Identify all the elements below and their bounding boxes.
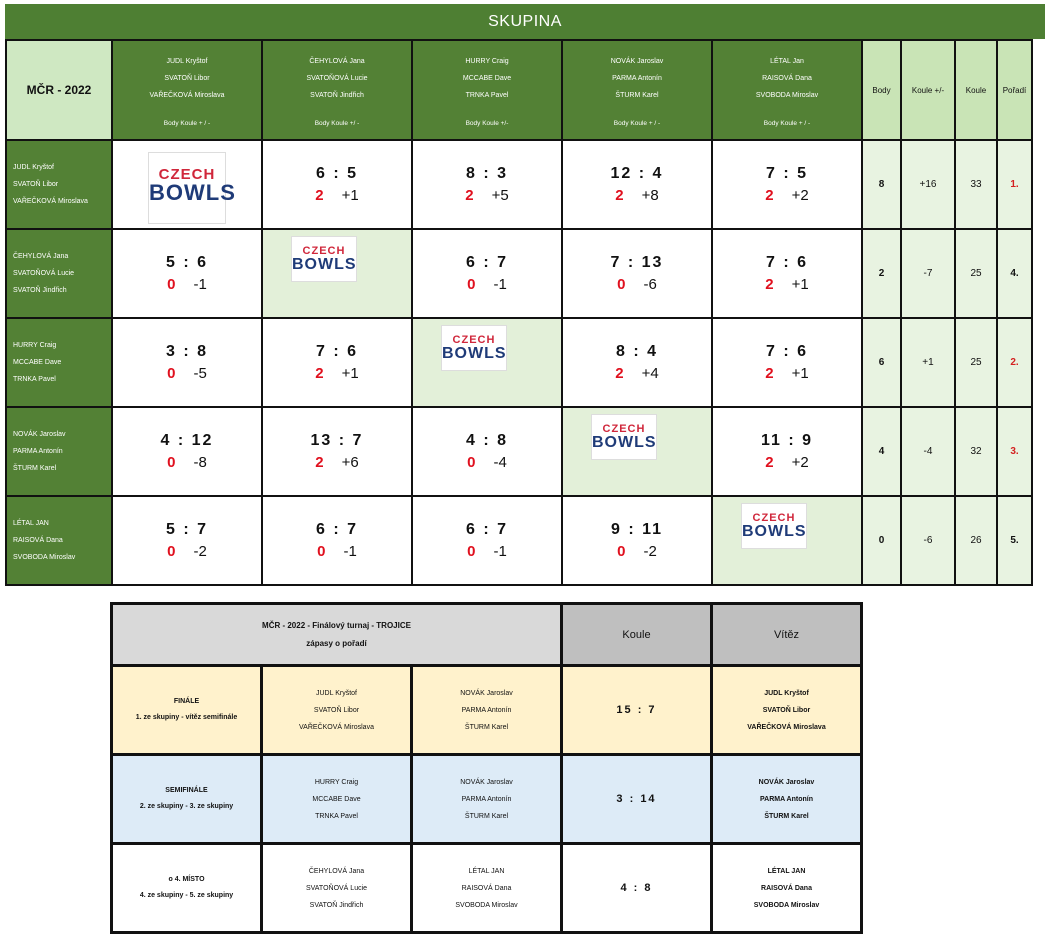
czech-bowls-logo: CZECH BOWLS — [441, 325, 507, 371]
match-cell — [562, 318, 712, 407]
match-score: 8 : 3 — [465, 165, 508, 182]
finals-row — [112, 844, 862, 933]
match-diff: -4 — [493, 454, 507, 471]
finals-team_b: NOVÁK Jaroslav PARMA Antonín ŠTURM Karel — [412, 755, 562, 844]
match-cell — [262, 318, 412, 407]
col-header-team: NOVÁK Jaroslav PARMA Antonín ŠTURM Karel Body Koule + / - — [562, 40, 712, 140]
match-score: 7 : 6 — [765, 343, 808, 360]
stat-body: 6 — [862, 318, 901, 407]
match-diff: +1 — [791, 276, 809, 293]
row-team-names: JUDL Kryštof SVATOŇ Libor VAŘEČKOVÁ Miroslava — [6, 140, 112, 229]
finals-label: FINÁLE 1. ze skupiny - vítěz semifinále — [112, 666, 262, 755]
match-diff: -2 — [193, 543, 207, 560]
match-diff: -5 — [193, 365, 207, 382]
stat-koule: 32 — [955, 407, 997, 496]
finals-score: 3 : 14 — [562, 755, 712, 844]
match-points: 0 — [167, 365, 176, 382]
match-points: 2 — [615, 365, 624, 382]
czech-bowls-logo: CZECH BOWLS — [741, 503, 807, 549]
match-score: 6 : 5 — [315, 165, 358, 182]
finals-team_b: NOVÁK Jaroslav PARMA Antonín ŠTURM Karel — [412, 666, 562, 755]
stat-body: 0 — [862, 496, 901, 585]
row-team-names: ČEHYLOVÁ Jana SVATOŇOVÁ Lucie SVATOŇ Jindřich — [6, 229, 112, 318]
match-diff: +5 — [491, 187, 509, 204]
match-cell — [412, 496, 562, 585]
match-points: 0 — [617, 276, 626, 293]
stat-koule: 33 — [955, 140, 997, 229]
finals-title: MČR - 2022 - Finálový turnaj - TROJICE zápasy o pořadí — [112, 604, 562, 666]
match-score: 7 : 5 — [765, 165, 808, 182]
match-diff: +1 — [341, 365, 359, 382]
match-points: 2 — [765, 454, 774, 471]
finals-label: o 4. MÍSTO 4. ze skupiny - 5. ze skupiny — [112, 844, 262, 933]
match-points: 0 — [467, 276, 476, 293]
match-cell — [262, 407, 412, 496]
match-cell — [112, 407, 262, 496]
stat-body: 8 — [862, 140, 901, 229]
stat-koule-diff: -7 — [901, 229, 955, 318]
match-cell — [412, 407, 562, 496]
match-points: 0 — [167, 276, 176, 293]
col-header-team: HURRY Craig MCCABE Dave TRNKA Pavel Body Koule +/- — [412, 40, 562, 140]
row-team-names: NOVÁK Jaroslav PARMA Antonín ŠTURM Karel — [6, 407, 112, 496]
match-points: 0 — [467, 454, 476, 471]
match-points: 2 — [615, 187, 624, 204]
match-diff: +1 — [341, 187, 359, 204]
match-score: 8 : 4 — [615, 343, 658, 360]
stat-poradi: 4. — [997, 229, 1032, 318]
finals-score: 4 : 8 — [562, 844, 712, 933]
match-diff: -2 — [643, 543, 657, 560]
header-koule-diff: Koule +/- — [901, 40, 955, 140]
match-score: 12 : 4 — [610, 165, 664, 182]
finals-winner: NOVÁK Jaroslav PARMA Antonín ŠTURM Karel — [712, 755, 862, 844]
match-diff: +2 — [791, 187, 809, 204]
finals-koule-header: Koule — [562, 604, 712, 666]
group-row — [6, 496, 1032, 585]
czech-bowls-logo: CZECH BOWLS — [591, 414, 657, 460]
match-points: 2 — [465, 187, 474, 204]
match-points: 0 — [167, 454, 176, 471]
col-header-team: JUDL Kryštof SVATOŇ Libor VAŘEČKOVÁ Miroslava Body Koule + / - — [112, 40, 262, 140]
finals-winner: LÉTAL JAN RAISOVÁ Dana SVOBODA Miroslav — [712, 844, 862, 933]
match-cell — [562, 140, 712, 229]
match-points: 2 — [765, 187, 774, 204]
finals-score: 15 : 7 — [562, 666, 712, 755]
row-team-names: LÉTAL JAN RAISOVÁ Dana SVOBODA Miroslav — [6, 496, 112, 585]
header-koule: Koule — [955, 40, 997, 140]
match-cell — [112, 229, 262, 318]
stat-poradi: 5. — [997, 496, 1032, 585]
stat-koule: 25 — [955, 229, 997, 318]
col-header-team: LÉTAL Jan RAISOVÁ Dana SVOBODA Miroslav Body Koule + / - — [712, 40, 862, 140]
col-header-team: ČEHYLOVÁ Jana SVATOŇOVÁ Lucie SVATOŇ Jindřich Body Koule +/ - — [262, 40, 412, 140]
match-score: 9 : 11 — [610, 521, 664, 538]
stat-koule: 25 — [955, 318, 997, 407]
match-diff: -1 — [343, 543, 357, 560]
stat-koule-diff: +1 — [901, 318, 955, 407]
match-score: 7 : 6 — [765, 254, 808, 271]
finals-team_b: LÉTAL JAN RAISOVÁ Dana SVOBODA Miroslav — [412, 844, 562, 933]
match-diff: -1 — [493, 276, 507, 293]
match-diff: -1 — [193, 276, 207, 293]
match-cell — [712, 229, 862, 318]
match-cell — [262, 496, 412, 585]
header-row — [6, 40, 1032, 140]
self-match-cell — [712, 496, 862, 585]
match-score: 6 : 7 — [465, 521, 508, 538]
match-points: 0 — [467, 543, 476, 560]
match-diff: +8 — [641, 187, 659, 204]
header-body: Body — [862, 40, 901, 140]
czech-bowls-logo: CZECH BOWLS — [291, 236, 357, 282]
finals-label: SEMIFINÁLE 2. ze skupiny - 3. ze skupiny — [112, 755, 262, 844]
match-cell — [262, 140, 412, 229]
self-match-cell — [562, 407, 712, 496]
match-score: 7 : 13 — [610, 254, 664, 271]
stat-koule: 26 — [955, 496, 997, 585]
match-cell — [112, 318, 262, 407]
match-cell — [712, 407, 862, 496]
match-cell — [412, 140, 562, 229]
finals-row — [112, 666, 862, 755]
match-cell — [562, 496, 712, 585]
match-points: 2 — [315, 365, 324, 382]
finals-winner: JUDL Kryštof SVATOŇ Libor VAŘEČKOVÁ Miroslava — [712, 666, 862, 755]
corner-label: MČR - 2022 — [6, 40, 112, 140]
finals-team_a: ČEHYLOVÁ Jana SVATOŇOVÁ Lucie SVATOŇ Jindřich — [262, 844, 412, 933]
match-score: 5 : 6 — [165, 254, 208, 271]
match-points: 2 — [765, 276, 774, 293]
match-score: 6 : 7 — [315, 521, 358, 538]
stat-body: 4 — [862, 407, 901, 496]
stat-koule-diff: +16 — [901, 140, 955, 229]
match-points: 2 — [315, 187, 324, 204]
group-title: SKUPINA — [5, 4, 1045, 39]
match-cell — [712, 318, 862, 407]
finals-team_a: JUDL Kryštof SVATOŇ Libor VAŘEČKOVÁ Miroslava — [262, 666, 412, 755]
match-score: 5 : 7 — [165, 521, 208, 538]
match-points: 0 — [167, 543, 176, 560]
match-points: 2 — [765, 365, 774, 382]
match-diff: -1 — [493, 543, 507, 560]
match-diff: +1 — [791, 365, 809, 382]
match-score: 4 : 12 — [160, 432, 214, 449]
group-table — [5, 39, 1033, 586]
czech-bowls-logo: CZECH BOWLS — [148, 152, 226, 224]
match-points: 0 — [317, 543, 326, 560]
group-row — [6, 140, 1032, 229]
match-diff: -8 — [193, 454, 207, 471]
stat-koule-diff: -6 — [901, 496, 955, 585]
group-row — [6, 229, 1032, 318]
finals-row — [112, 755, 862, 844]
match-score: 7 : 6 — [315, 343, 358, 360]
match-cell — [712, 140, 862, 229]
stat-poradi: 1. — [997, 140, 1032, 229]
self-match-cell — [112, 140, 262, 229]
stat-poradi: 2. — [997, 318, 1032, 407]
finals-table — [110, 602, 863, 934]
match-points: 2 — [315, 454, 324, 471]
match-score: 3 : 8 — [165, 343, 208, 360]
finals-team_a: HURRY Craig MCCABE Dave TRNKA Pavel — [262, 755, 412, 844]
match-diff: +2 — [791, 454, 809, 471]
group-row — [6, 407, 1032, 496]
self-match-cell — [262, 229, 412, 318]
finals-header-row — [112, 604, 862, 666]
match-score: 11 : 9 — [760, 432, 814, 449]
stat-koule-diff: -4 — [901, 407, 955, 496]
match-score: 4 : 8 — [465, 432, 508, 449]
group-row — [6, 318, 1032, 407]
match-score: 6 : 7 — [465, 254, 508, 271]
match-cell — [412, 229, 562, 318]
row-team-names: HURRY Craig MCCABE Dave TRNKA Pavel — [6, 318, 112, 407]
match-points: 0 — [617, 543, 626, 560]
finals-vitez-header: Vítěz — [712, 604, 862, 666]
self-match-cell — [412, 318, 562, 407]
match-diff: +4 — [641, 365, 659, 382]
stat-body: 2 — [862, 229, 901, 318]
match-diff: -6 — [643, 276, 657, 293]
match-score: 13 : 7 — [310, 432, 364, 449]
match-diff: +6 — [341, 454, 359, 471]
match-cell — [562, 229, 712, 318]
header-poradi: Pořadí — [997, 40, 1032, 140]
stat-poradi: 3. — [997, 407, 1032, 496]
match-cell — [112, 496, 262, 585]
